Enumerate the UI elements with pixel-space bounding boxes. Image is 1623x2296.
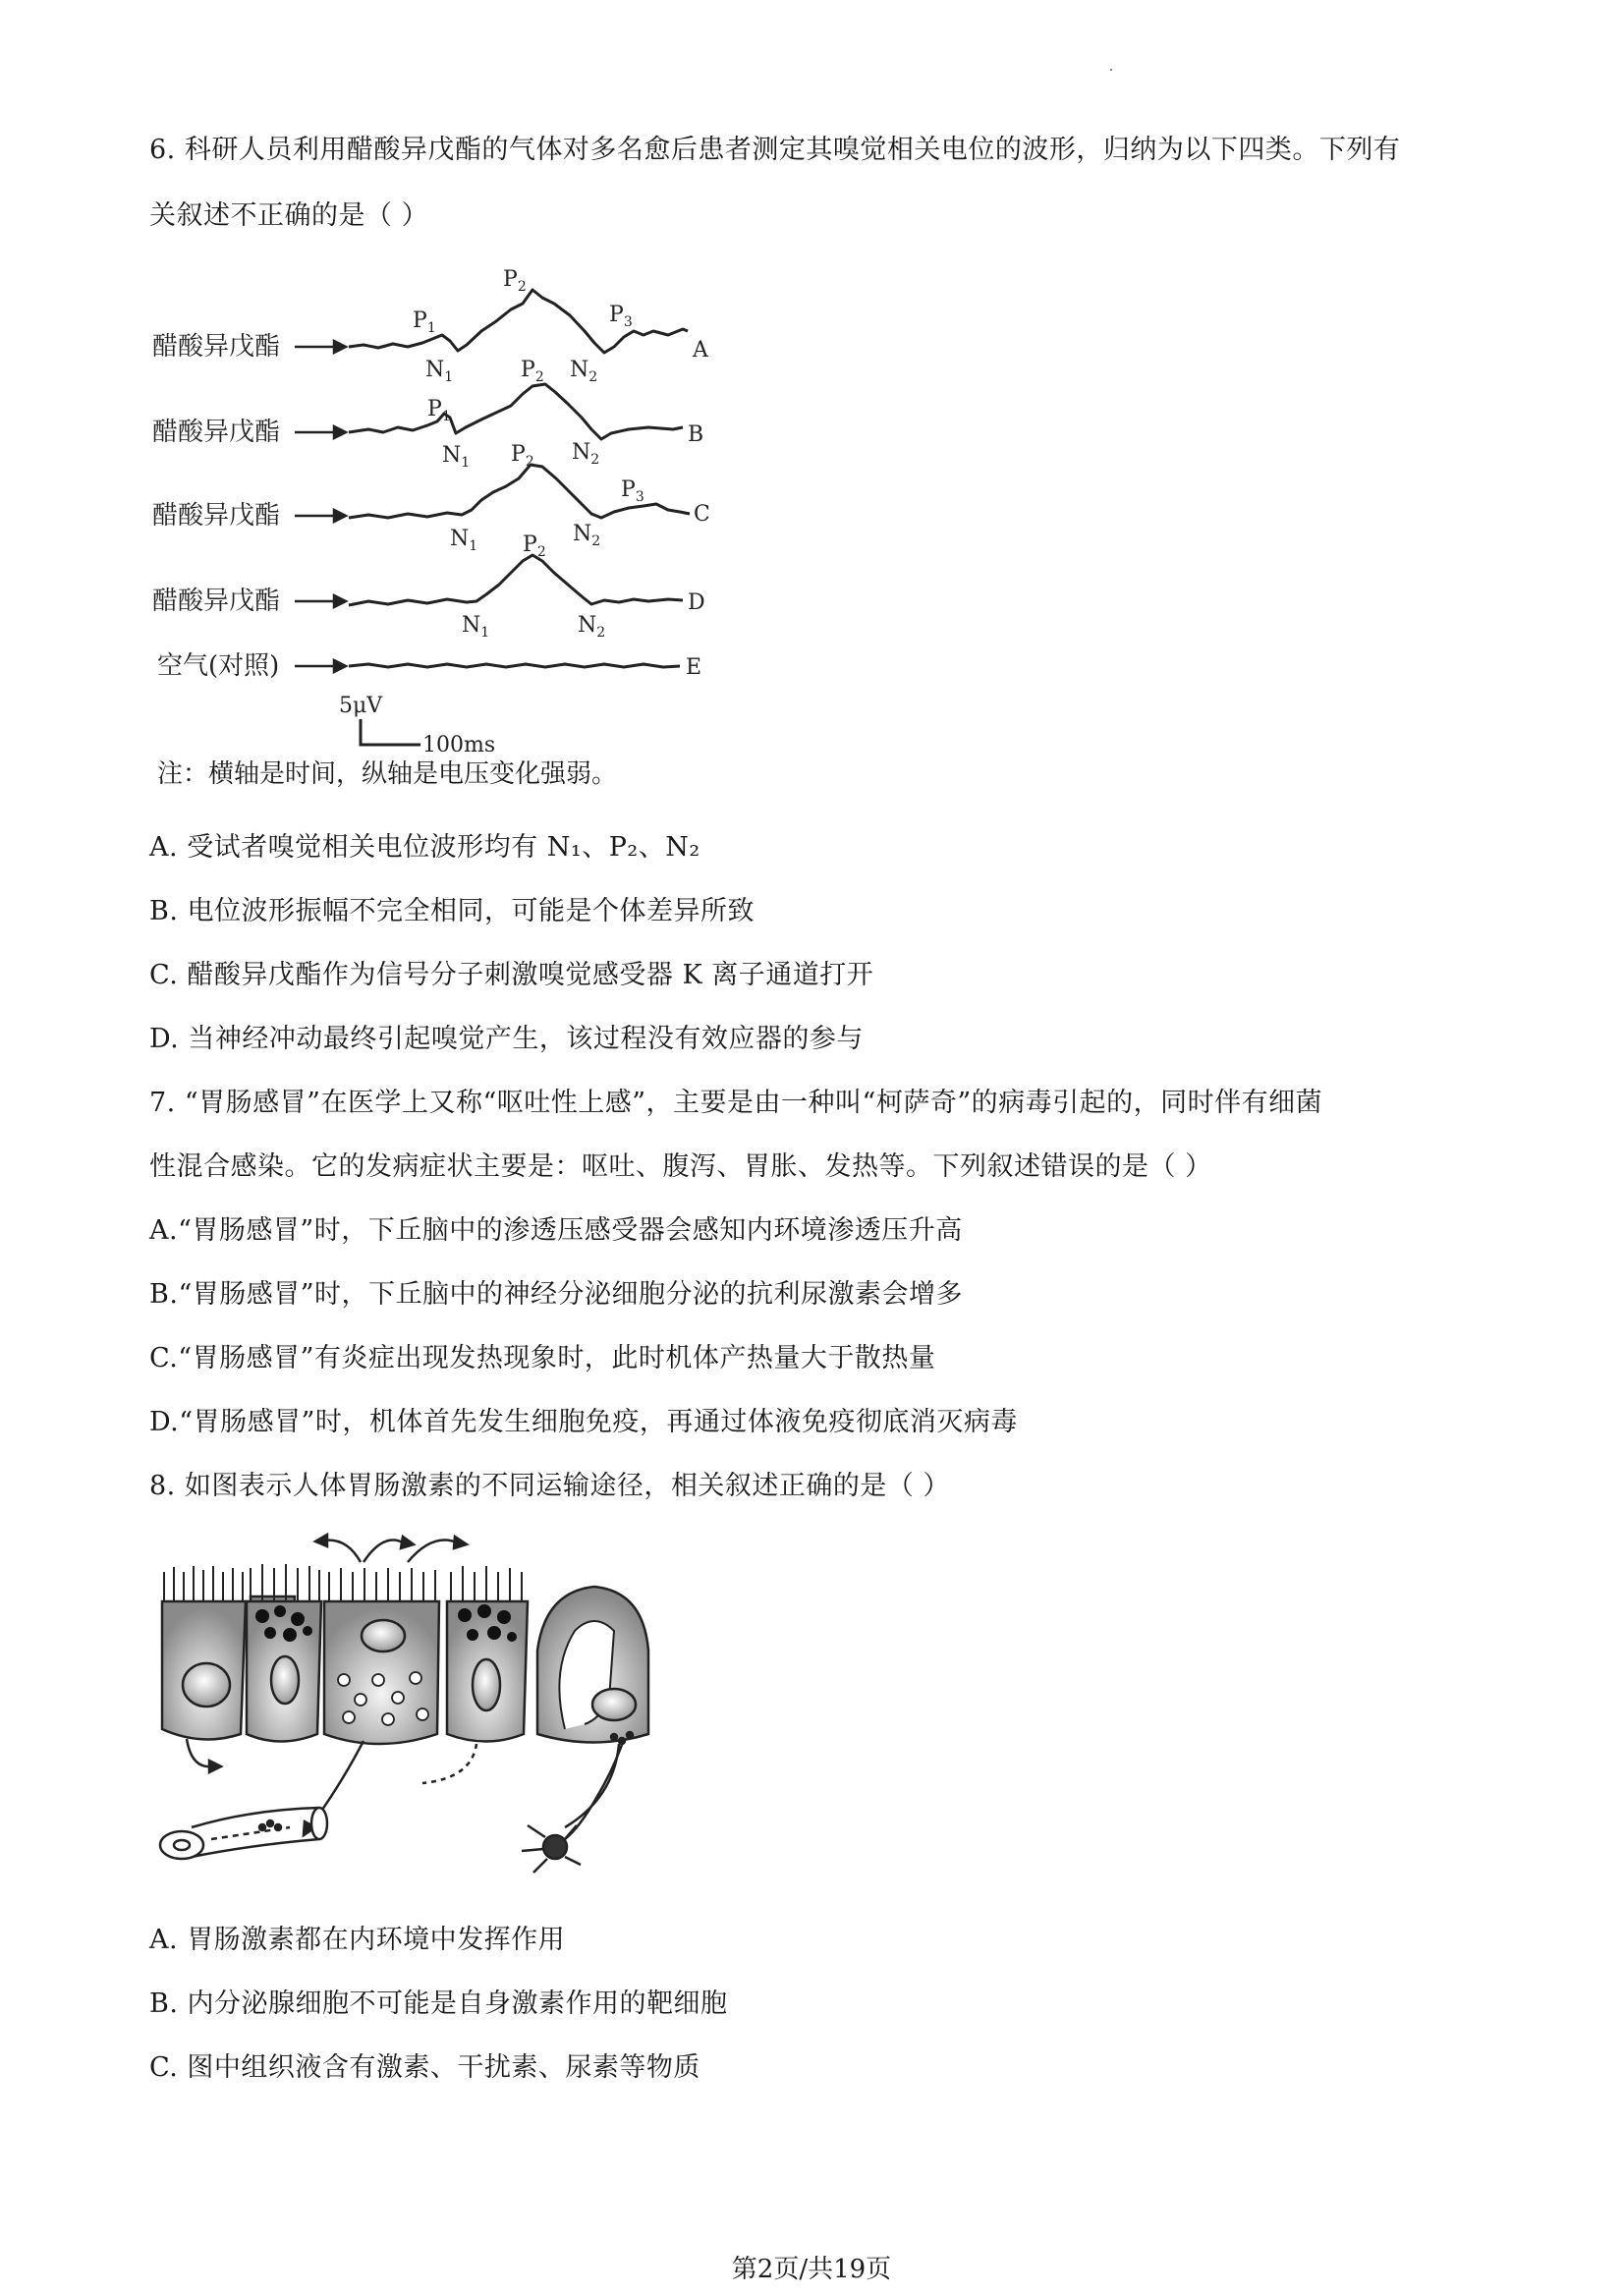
option-text: 电位波形振幅不完全相同，可能是个体差异所致: [187, 896, 756, 926]
trace-label-e: E: [686, 655, 702, 680]
q8-option-c: [149, 2048, 700, 2088]
option-letter: B.: [149, 896, 179, 926]
q6-note: 注：横轴是时间，纵轴是电压变化强弱。: [157, 759, 618, 789]
q6-stem-line2: 关叙述不正确的是（ ）: [149, 200, 429, 231]
peak-n2-d: $N_2$: [578, 613, 606, 641]
q6-stem-line1: 6. 科研人员利用醋酸异戊酯的气体对多名愈后患者测定其嗅觉相关电位的波形，归纳为以下四类。下列有: [149, 135, 1401, 165]
option-letter: B.: [149, 1279, 179, 1310]
trace-d: [349, 555, 683, 605]
q7-option-d: [149, 1403, 1018, 1442]
peak-n2-a: $N_2$: [570, 358, 598, 385]
q8-option-a: [149, 1921, 565, 1960]
q6-option-b: [149, 892, 755, 931]
option-text: 受试者嗅觉相关电位波形均有 N₁、P₂、N₂: [187, 832, 700, 863]
option-text: “胃肠感冒”时，下丘脑中的渗透压感受器会感知内环境渗透压升高: [178, 1215, 963, 1246]
peak-p2-d: $P_2$: [523, 532, 546, 560]
stimulus-label-a: 醋酸异戊酯: [152, 332, 281, 362]
page-footer: 第2页/共19页: [731, 2255, 892, 2284]
trace-b: [349, 384, 683, 439]
peak-p1-a: $P_1$: [413, 308, 436, 336]
nucleus-3: [362, 1620, 405, 1652]
peak-n2-b: $N_2$: [572, 440, 600, 468]
trace-e: [349, 664, 680, 667]
q6-option-c: [149, 956, 873, 995]
olfactory-potential-figure: [138, 260, 747, 752]
nucleus-4: [473, 1659, 500, 1710]
gut-hormone-transport-figure: [152, 1533, 756, 1886]
peak-p1-b: $P_1$: [427, 397, 451, 424]
scale-bar: [361, 719, 420, 745]
peak-n1-d: $N_1$: [462, 613, 490, 641]
option-letter: D.: [149, 1407, 180, 1437]
trace-label-c: C: [694, 502, 710, 527]
stimulus-label-c: 醋酸异戊酯: [152, 501, 281, 531]
q6-option-d: [149, 1020, 864, 1059]
q7-stem-line1: 7. “胃肠感冒”在医学上又称“呕吐性上感”，主要是由一种叫“柯萨奇”的病毒引起的，同时伴有细菌: [149, 1088, 1323, 1118]
peak-n1-b: $N_1$: [442, 443, 471, 471]
stimulus-label-d: 醋酸异戊酯: [152, 587, 281, 616]
q8-stem: 8. 如图表示人体胃肠激素的不同运输途径，相关叙述正确的是（ ）: [149, 1471, 950, 1501]
option-text: 当神经冲动最终引起嗅觉产生，该过程没有效应器的参与: [188, 1024, 864, 1054]
trace-a: [349, 290, 688, 353]
peak-p2-b: $P_2$: [521, 358, 544, 385]
q7-stem-line2: 性混合感染。它的发病症状主要是：呕吐、腹泻、胃胀、发热等。下列叙述错误的是（ ）: [149, 1151, 1212, 1182]
q8-option-b: [149, 1985, 728, 2024]
trace-label-b: B: [688, 422, 704, 447]
nucleus-5: [592, 1689, 636, 1720]
option-letter: A.: [149, 1925, 179, 1955]
nucleus-2: [271, 1656, 299, 1704]
option-letter: C.: [149, 2052, 179, 2083]
peak-n2-c: $N_2$: [573, 522, 601, 549]
option-letter: A.: [149, 832, 179, 863]
neuron: [522, 1732, 633, 1873]
stimulus-label-b: 醋酸异戊酯: [152, 418, 281, 447]
option-text: “胃肠感冒”有炎症出现发热现象时，此时机体产热量大于散热量: [178, 1343, 936, 1373]
option-letter: B.: [149, 1988, 179, 2019]
peak-p3-c: $P_3$: [621, 477, 644, 505]
option-text: 内分泌腺细胞不可能是自身激素作用的靶细胞: [187, 1988, 728, 2019]
option-text: “胃肠感冒”时，机体首先发生细胞免疫，再通过体液免疫彻底消灭病毒: [179, 1407, 1018, 1437]
q7-option-b: [149, 1275, 963, 1315]
option-letter: A.: [149, 1215, 179, 1246]
scale-voltage-label: 5μV: [339, 694, 383, 718]
option-letter: D.: [149, 1024, 180, 1054]
trace-label-a: A: [693, 338, 708, 363]
blood-vessel: [160, 1808, 327, 1859]
peak-n1-a: $N_1$: [425, 358, 454, 385]
peak-p2-a: $P_2$: [503, 267, 527, 295]
q6-option-a: [149, 828, 700, 868]
q7-option-c: [149, 1339, 935, 1378]
option-text: 醋酸异戊酯作为信号分子刺激嗅觉感受器 K 离子通道打开: [187, 960, 874, 990]
control-label-e: 空气(对照): [157, 651, 280, 681]
option-letter: C.: [149, 1343, 179, 1373]
scale-time-label: 100ms: [422, 733, 496, 752]
nucleus-1: [183, 1663, 230, 1707]
peak-p3-a: $P_3$: [609, 303, 633, 330]
option-text: 胃肠激素都在内环境中发挥作用: [187, 1925, 566, 1955]
scan-dot: [1110, 69, 1112, 71]
trace-label-d: D: [688, 590, 705, 615]
option-text: “胃肠感冒”时，下丘脑中的神经分泌细胞分泌的抗利尿激素会增多: [178, 1279, 964, 1310]
peak-n1-c: $N_1$: [450, 527, 478, 554]
peak-p2-c: $P_2$: [511, 442, 534, 470]
option-text: 图中组织液含有激素、干扰素、尿素等物质: [187, 2052, 700, 2083]
q7-option-a: [149, 1211, 963, 1251]
option-letter: C.: [149, 960, 179, 990]
